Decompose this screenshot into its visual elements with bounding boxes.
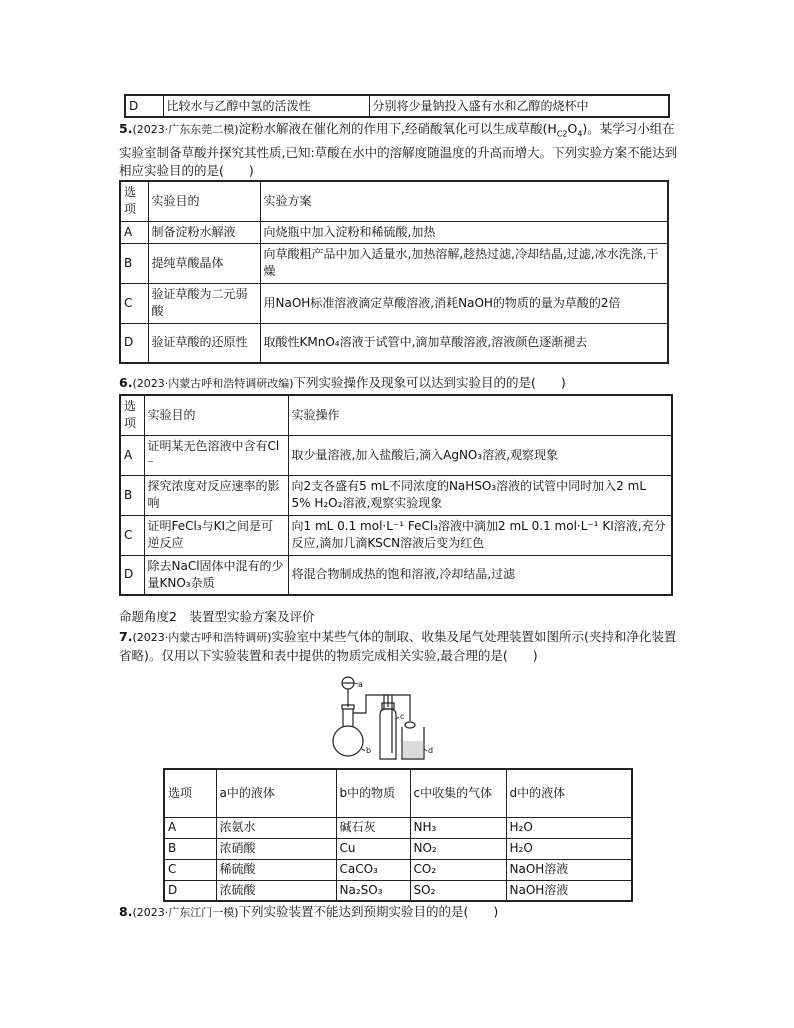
table-row	[120, 515, 672, 555]
table-row	[164, 880, 632, 901]
table-header-row	[120, 395, 672, 435]
table-row	[120, 323, 668, 363]
option-cell: D	[120, 555, 144, 595]
a-cell: 浓硝酸	[216, 838, 336, 859]
label-b: b	[366, 746, 372, 755]
table-row	[120, 243, 668, 283]
label-d: d	[428, 746, 434, 755]
d-cell: NaOH溶液	[506, 859, 632, 880]
q6-table	[119, 394, 673, 596]
c-cell: NH₃	[410, 817, 506, 838]
purpose-cell: 证明某无色溶液中含有Cl⁻	[144, 435, 288, 475]
top-table	[124, 94, 670, 118]
d-cell: H₂O	[506, 838, 632, 859]
question-stem: 淀粉水解液在催化剂的作用下,经硝酸氧化可以生成草酸(H	[238, 121, 557, 136]
c-cell: CO₂	[410, 859, 506, 880]
stem-o: O	[567, 121, 578, 136]
d-cell: H₂O	[506, 817, 632, 838]
question-stem: 下列实验装置不能达到预期实验目的的是( )	[238, 904, 499, 919]
table-row	[164, 838, 632, 859]
header-d: d中的液体	[506, 769, 632, 817]
question-number: 7.	[119, 629, 133, 644]
subscript-1: C	[556, 129, 563, 139]
option-cell: A	[120, 221, 148, 243]
d-cell: NaOH溶液	[506, 880, 632, 901]
question-5	[119, 120, 679, 180]
apparatus-diagram	[328, 675, 468, 765]
plan-cell: 向烧瓶中加入淀粉和稀硫酸,加热	[260, 221, 668, 243]
question-6	[119, 374, 679, 393]
table-row	[120, 435, 672, 475]
option-cell: D	[120, 323, 148, 363]
purpose-cell: 提纯草酸晶体	[148, 243, 260, 283]
header-option: 选项	[120, 395, 144, 435]
option-cell: A	[164, 817, 216, 838]
table-row	[164, 859, 632, 880]
table-row	[120, 475, 672, 515]
plan-cell: 将混合物制成热的饱和溶液,冷却结晶,过滤	[288, 555, 672, 595]
option-cell: C	[120, 283, 148, 323]
option-cell: B	[120, 475, 144, 515]
question-number: 5.	[119, 121, 133, 136]
plan-cell: 向草酸粗产品中加入适量水,加热溶解,趁热过滤,冷却结晶,过滤,冰水洗涤,干燥	[260, 243, 668, 283]
header-b: b中的物质	[336, 769, 410, 817]
question-source: (2023·内蒙古呼和浩特调研改编)	[132, 377, 294, 390]
plan-cell: 分别将少量钠投入盛有水和乙醇的烧杯中	[369, 95, 669, 117]
option-cell: A	[120, 435, 144, 475]
question-stem-rest: )。某学习小组在实验室制备草酸并探究其性质,已知:草酸在水中的溶解度随温度的升高而增大。下列实验方案不能达到相应实验目的的是( )	[119, 121, 678, 178]
question-7	[119, 628, 679, 665]
question-stem: 下列实验操作及现象可以达到实验目的的是( )	[293, 375, 566, 390]
header-plan: 实验操作	[288, 395, 672, 435]
header-plan: 实验方案	[260, 181, 668, 221]
option-cell: C	[164, 859, 216, 880]
option-cell: D	[164, 880, 216, 901]
section-heading: 命题角度2 装置型实验方案及评价	[119, 609, 315, 624]
option-cell: D	[125, 95, 163, 117]
b-cell: CaCO₃	[336, 859, 410, 880]
question-number: 6.	[119, 375, 133, 390]
table-row	[120, 555, 672, 595]
a-cell: 稀硫酸	[216, 859, 336, 880]
label-a: a	[358, 680, 363, 689]
plan-cell: 用NaOH标准溶液滴定草酸溶液,消耗NaOH的物质的量为草酸的2倍	[260, 283, 668, 323]
table-row	[120, 221, 668, 243]
plan-cell: 向2支各盛有5 mL不同浓度的NaHSO₃溶液的试管中同时加入2 mL 5% H₂O₂溶液,观察实验现象	[288, 475, 672, 515]
option-cell: B	[164, 838, 216, 859]
purpose-cell: 探究浓度对反应速率的影响	[144, 475, 288, 515]
purpose-cell: 比较水与乙醇中氢的活泼性	[163, 95, 369, 117]
c-cell: SO₂	[410, 880, 506, 901]
question-stem: 实验室中某些气体的制取、收集及尾气处理装置如图所示(夹持和净化装置省略)。仅用以下实验装置和表中提供的物质完成相关实验,最合理的是( )	[119, 629, 677, 663]
q5-table	[119, 180, 669, 364]
plan-cell: 取酸性KMnO₄溶液于试管中,滴加草酸溶液,溶液颜色逐渐褪去	[260, 323, 668, 363]
question-number: 8.	[119, 904, 133, 919]
table-row	[164, 817, 632, 838]
plan-cell: 取少量溶液,加入盐酸后,滴入AgNO₃溶液,观察现象	[288, 435, 672, 475]
c-cell: NO₂	[410, 838, 506, 859]
purpose-cell: 除去NaCl固体中混有的少量KNO₃杂质	[144, 555, 288, 595]
a-cell: 浓硫酸	[216, 880, 336, 901]
header-c: c中收集的气体	[410, 769, 506, 817]
table-row	[120, 283, 668, 323]
purpose-cell: 制备淀粉水解液	[148, 221, 260, 243]
header-option: 选项	[120, 181, 148, 221]
option-cell: B	[120, 243, 148, 283]
table-header-row	[164, 769, 632, 817]
table-header-row	[120, 181, 668, 221]
question-source: (2023·广东江门一模)	[132, 906, 239, 919]
header-option: 选项	[164, 769, 216, 817]
header-purpose: 实验目的	[148, 181, 260, 221]
question-source: (2023·广东东莞二模)	[132, 123, 239, 136]
purpose-cell: 证明FeCl₃与KI之间是可逆反应	[144, 515, 288, 555]
question-8	[119, 903, 679, 922]
label-c: c	[400, 712, 405, 721]
q7-table	[163, 768, 633, 902]
subscript-4: 4	[577, 129, 583, 139]
purpose-cell: 验证草酸的还原性	[148, 323, 260, 363]
header-purpose: 实验目的	[144, 395, 288, 435]
plan-cell: 向1 mL 0.1 mol·L⁻¹ FeCl₃溶液中滴加2 mL 0.1 mol·L⁻¹ KI溶液,充分反应,滴加几滴KSCN溶液后变为红色	[288, 515, 672, 555]
table-row	[125, 95, 669, 117]
b-cell: Na₂SO₃	[336, 880, 410, 901]
option-cell: C	[120, 515, 144, 555]
a-cell: 浓氨水	[216, 817, 336, 838]
subscript-2: 2	[562, 129, 568, 139]
purpose-cell: 验证草酸为二元弱酸	[148, 283, 260, 323]
b-cell: Cu	[336, 838, 410, 859]
header-a: a中的液体	[216, 769, 336, 817]
b-cell: 碱石灰	[336, 817, 410, 838]
question-source: (2023·内蒙古呼和浩特调研)	[132, 631, 272, 644]
